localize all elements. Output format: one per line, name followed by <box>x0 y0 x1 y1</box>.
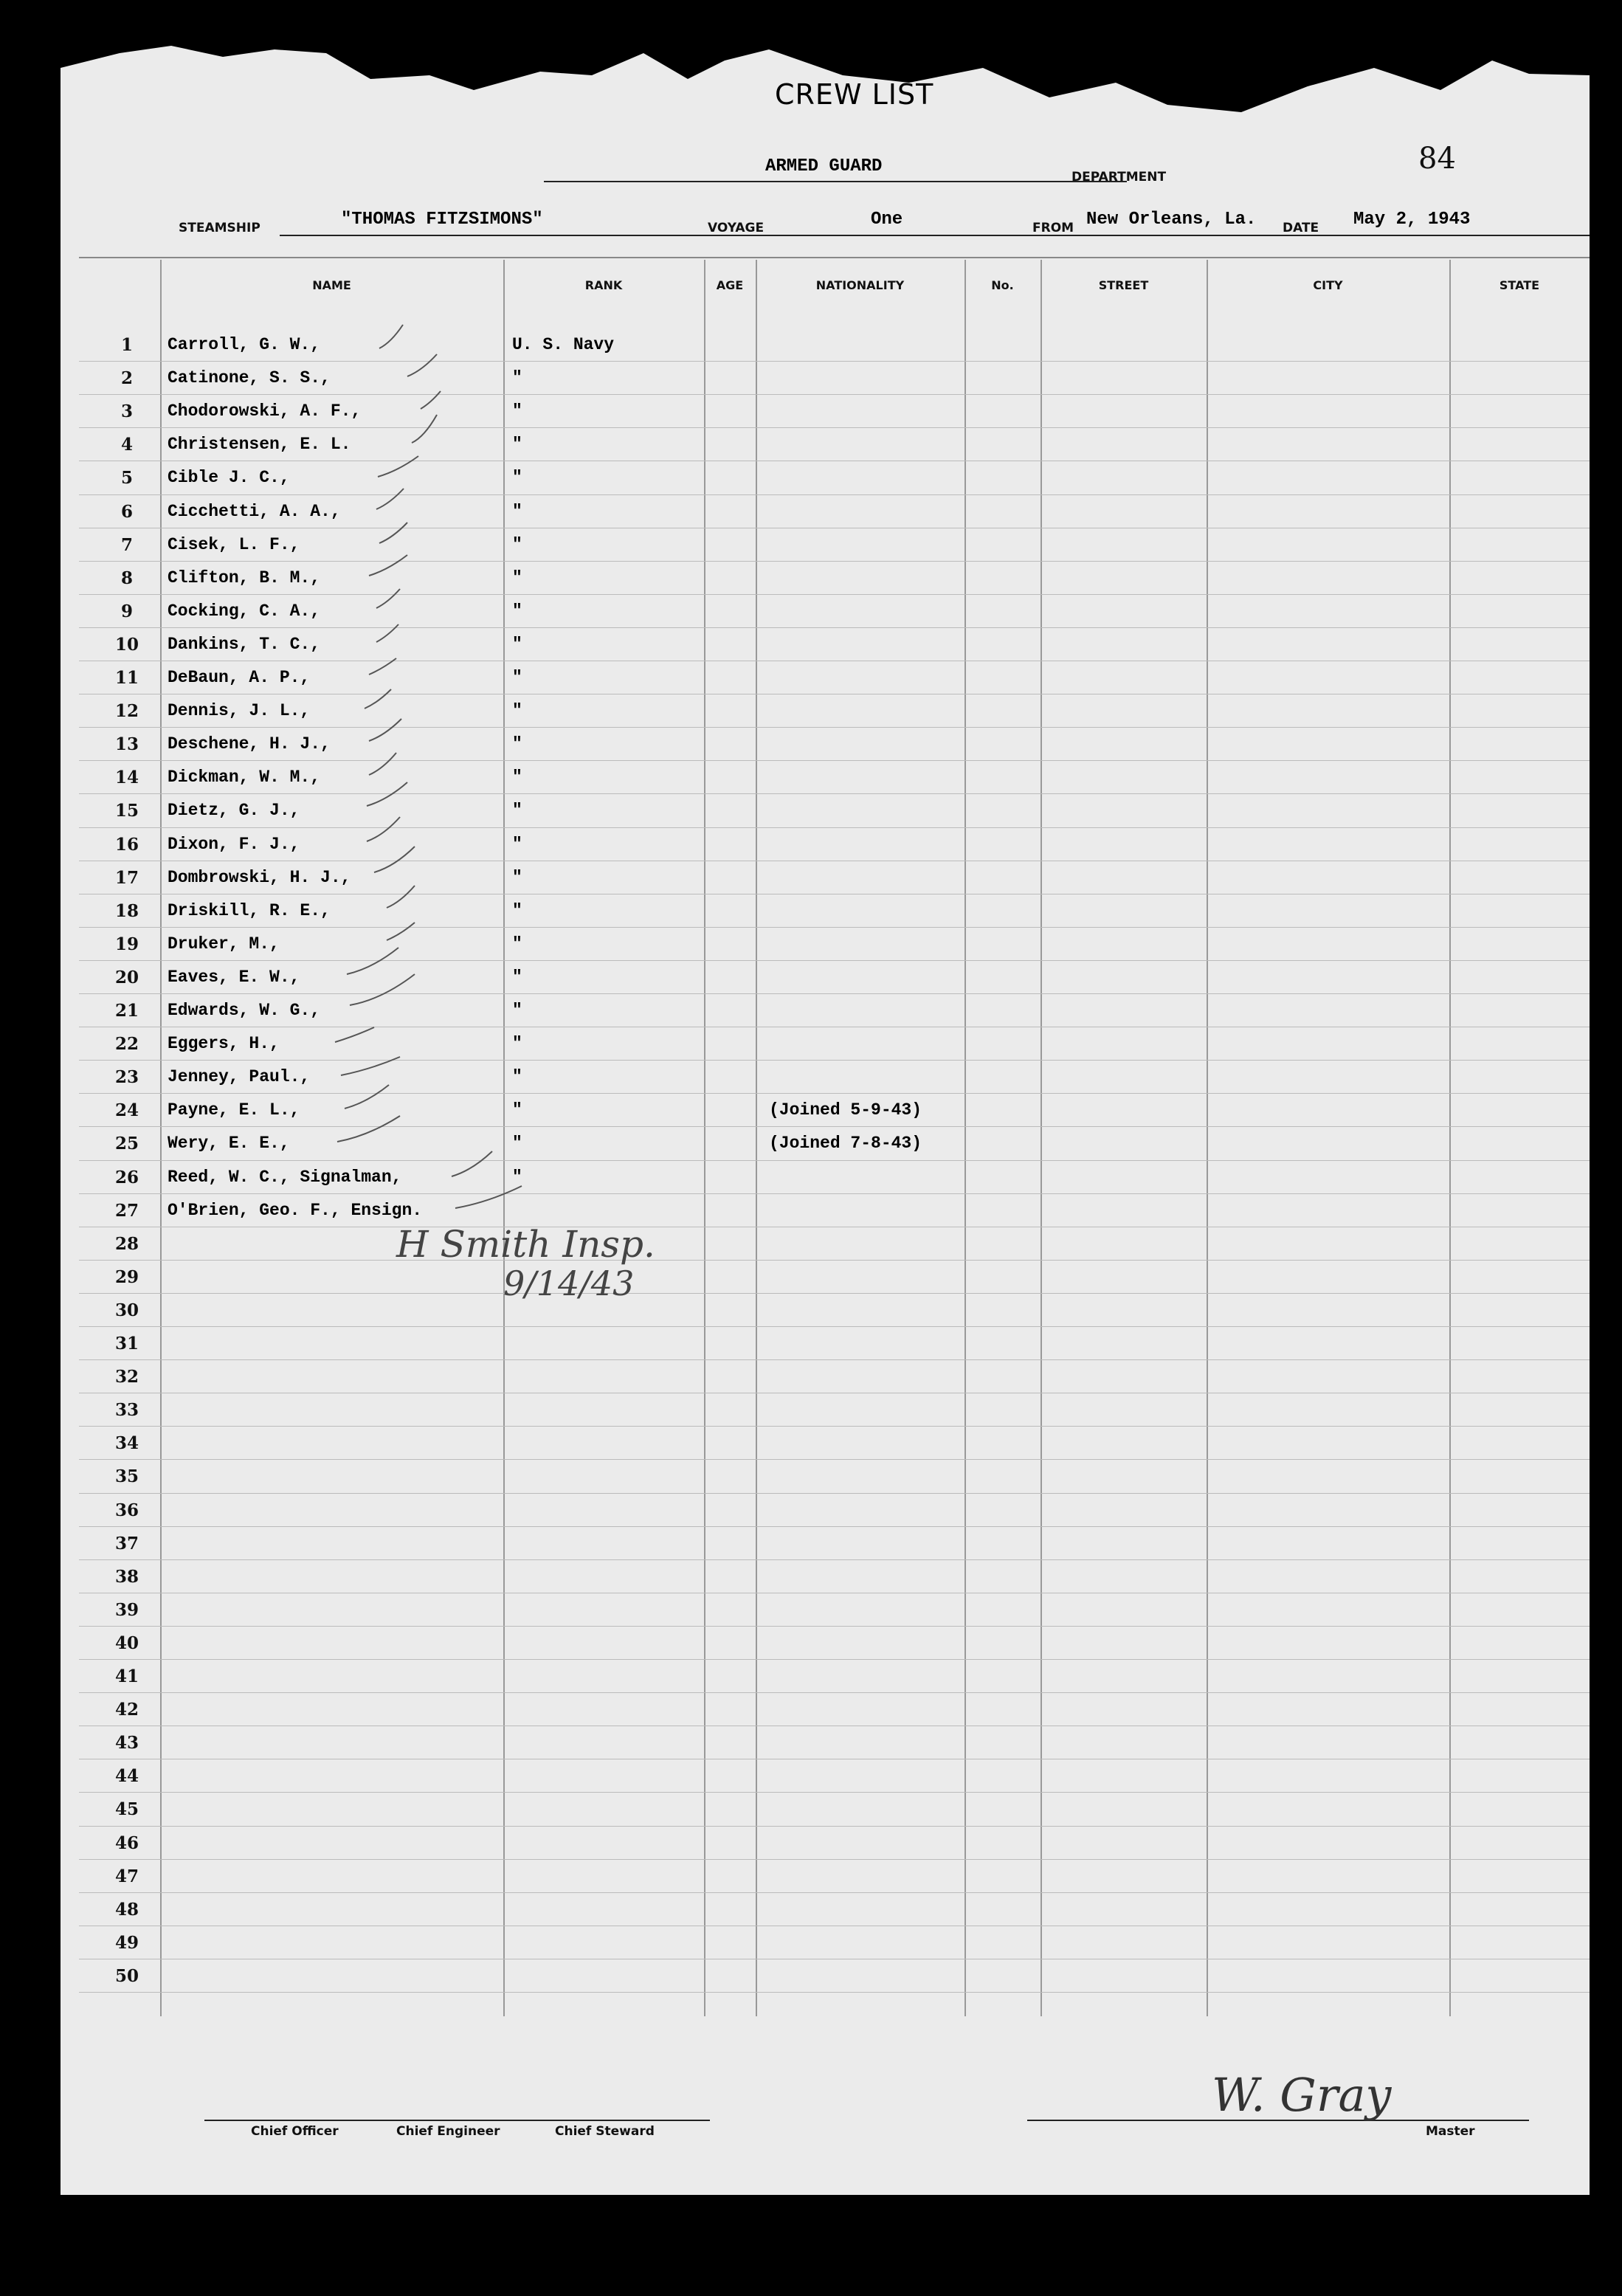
row-rule <box>79 1892 1590 1893</box>
crew-name: Clifton, B. M., <box>168 568 321 587</box>
chief-officer-label: Chief Officer <box>251 2124 339 2139</box>
crew-name: Carroll, G. W., <box>168 335 321 354</box>
row-rule <box>79 727 1590 728</box>
check-mark <box>350 974 415 1005</box>
row-number: 42 <box>114 1700 139 1720</box>
inspector-annotation: H Smith Insp. <box>396 1223 655 1266</box>
check-mark <box>374 847 415 872</box>
row-rule <box>79 1093 1590 1094</box>
row-number: 37 <box>114 1533 139 1554</box>
table-top-border <box>79 257 1590 258</box>
crew-name: Dixon, F. J., <box>168 834 300 854</box>
check-mark <box>345 1085 389 1109</box>
crew-rank: " <box>512 967 522 987</box>
row-number: 22 <box>114 1034 139 1055</box>
row-rule <box>79 927 1590 928</box>
crew-rank: " <box>512 435 522 455</box>
row-rule <box>79 394 1590 395</box>
crew-rank: " <box>512 834 522 854</box>
check-mark <box>455 1186 522 1208</box>
row-number: 45 <box>114 1799 139 1820</box>
crew-rank: " <box>512 1134 522 1154</box>
col-header-city: CITY <box>1313 278 1343 292</box>
crew-name: Dickman, W. M., <box>168 768 321 787</box>
col-header-nationality: NATIONALITY <box>815 278 905 292</box>
col-divider <box>756 260 757 2016</box>
row-number: 23 <box>114 1067 139 1088</box>
row-number: 31 <box>114 1334 139 1354</box>
check-mark <box>407 354 437 376</box>
chief-steward-label: Chief Steward <box>555 2124 655 2139</box>
check-mark <box>335 1027 374 1042</box>
row-number: 46 <box>114 1833 139 1853</box>
crew-rank: " <box>512 1001 522 1020</box>
row-number: 19 <box>114 934 139 954</box>
crew-rank: " <box>512 568 522 587</box>
row-rule <box>79 827 1590 828</box>
row-number: 40 <box>114 1633 139 1653</box>
row-rule <box>79 1659 1590 1660</box>
check-mark <box>367 817 400 841</box>
inspector-date: 9/14/43 <box>503 1264 635 1303</box>
row-rule <box>79 1126 1590 1127</box>
col-header-rank: RANK <box>584 278 623 292</box>
crew-rank: " <box>512 734 522 754</box>
department-underline <box>544 181 1127 182</box>
crew-rank: " <box>512 900 522 920</box>
check-mark <box>387 923 415 940</box>
row-rule <box>79 1260 1590 1261</box>
row-number: 5 <box>120 468 133 489</box>
crew-rank: " <box>512 801 522 821</box>
row-rule <box>79 627 1590 628</box>
col-divider <box>704 260 705 2016</box>
row-number: 44 <box>114 1766 139 1787</box>
crew-name: Eaves, E. W., <box>168 967 300 987</box>
col-divider <box>964 260 966 2016</box>
row-rule <box>79 960 1590 961</box>
row-number: 16 <box>114 834 139 855</box>
crew-name: Dietz, G. J., <box>168 801 300 821</box>
row-rule <box>79 760 1590 761</box>
row-number: 12 <box>114 701 139 722</box>
from-label: FROM <box>1032 221 1074 235</box>
chief-engineer-label: Chief Engineer <box>396 2124 500 2139</box>
row-rule <box>79 1792 1590 1793</box>
row-rule <box>79 1326 1590 1327</box>
row-rule <box>79 1060 1590 1061</box>
col-header-name: NAME <box>312 278 351 292</box>
row-rule <box>79 1493 1590 1494</box>
crew-rank: " <box>512 534 522 554</box>
row-number: 34 <box>114 1433 139 1454</box>
check-mark <box>452 1151 492 1176</box>
crew-note: (Joined 5-9-43) <box>769 1100 922 1120</box>
department-label: DEPARTMENT <box>1071 170 1167 185</box>
row-rule <box>79 494 1590 495</box>
row-number: 11 <box>114 668 139 688</box>
crew-name: DeBaun, A. P., <box>168 668 311 687</box>
crew-name: Druker, M., <box>168 934 280 954</box>
row-number: 41 <box>114 1666 139 1686</box>
row-number: 47 <box>114 1866 139 1886</box>
row-number: 20 <box>114 967 139 987</box>
check-mark <box>376 489 404 509</box>
col-divider <box>1041 260 1042 2016</box>
row-number: 39 <box>114 1599 139 1620</box>
check-mark <box>337 1116 400 1142</box>
crew-name: Chodorowski, A. F., <box>168 401 362 421</box>
row-number: 38 <box>114 1566 139 1587</box>
row-number: 30 <box>114 1300 139 1320</box>
crew-name: Jenney, Paul., <box>168 1067 311 1087</box>
crew-name: Dennis, J. L., <box>168 701 311 721</box>
crew-name: Cisek, L. F., <box>168 534 300 554</box>
crew-rank: " <box>512 368 522 388</box>
date-label: DATE <box>1283 221 1319 235</box>
row-rule <box>79 1559 1590 1560</box>
check-mark <box>378 456 418 477</box>
crew-list-form <box>61 46 1590 2195</box>
crew-name: Dankins, T. C., <box>168 634 321 654</box>
row-rule <box>79 1426 1590 1427</box>
row-number: 24 <box>114 1100 139 1121</box>
form-title: CREW LIST <box>775 78 934 111</box>
crew-name: Payne, E. L., <box>168 1100 300 1120</box>
row-rule <box>79 1526 1590 1527</box>
row-rule <box>79 793 1590 794</box>
row-number: 27 <box>114 1200 139 1221</box>
col-divider <box>1449 260 1451 2016</box>
col-divider <box>160 260 162 2016</box>
row-rule <box>79 1992 1590 1993</box>
voyage-label: VOYAGE <box>708 221 765 235</box>
col-divider <box>1207 260 1208 2016</box>
row-number: 10 <box>114 634 139 655</box>
row-number: 3 <box>120 401 133 422</box>
crew-rank: " <box>512 634 522 654</box>
master-signature: W. Gray <box>1212 2068 1392 2122</box>
crew-rank: " <box>512 601 522 621</box>
crew-name: Wery, E. E., <box>168 1134 290 1154</box>
row-number: 17 <box>114 867 139 888</box>
check-mark <box>379 325 403 348</box>
row-number: 1 <box>120 335 133 355</box>
col-header-state: STATE <box>1499 278 1540 292</box>
crew-name: Edwards, W. G., <box>168 1001 321 1020</box>
row-rule <box>79 1293 1590 1294</box>
row-number: 21 <box>114 1001 139 1021</box>
crew-rank: " <box>512 1067 522 1087</box>
crew-rank: " <box>512 934 522 954</box>
row-number: 4 <box>120 435 133 455</box>
check-mark <box>347 948 398 974</box>
row-rule <box>79 427 1590 428</box>
crew-rank: U. S. Navy <box>512 335 615 354</box>
crew-rank: " <box>512 768 522 787</box>
master-label: Master <box>1426 2124 1475 2139</box>
crew-name: Cible J. C., <box>168 468 290 488</box>
crew-rank: " <box>512 668 522 687</box>
row-rule <box>79 1859 1590 1860</box>
row-rule <box>79 993 1590 994</box>
check-mark <box>369 555 407 576</box>
row-rule <box>79 1359 1590 1360</box>
row-number: 36 <box>114 1500 139 1520</box>
row-number: 28 <box>114 1233 139 1254</box>
crew-name: Catinone, S. S., <box>168 368 331 388</box>
col-divider <box>503 260 505 2016</box>
department-value: ARMED GUARD <box>765 156 883 176</box>
row-rule <box>79 1193 1590 1194</box>
row-number: 29 <box>114 1266 139 1287</box>
row-number: 18 <box>114 900 139 921</box>
row-number: 15 <box>114 801 139 821</box>
row-number: 8 <box>120 568 133 588</box>
row-number: 43 <box>114 1733 139 1754</box>
from-value: New Orleans, La. <box>1086 210 1257 230</box>
steamship-label: STEAMSHIP <box>179 221 260 235</box>
check-mark <box>379 523 407 543</box>
crew-rank: " <box>512 1100 522 1120</box>
col-header-age: AGE <box>716 278 744 292</box>
crew-rank: " <box>512 867 522 887</box>
crew-rank: " <box>512 1167 522 1187</box>
check-mark <box>369 753 396 775</box>
check-mark <box>412 415 437 443</box>
row-rule <box>79 361 1590 362</box>
row-number: 49 <box>114 1932 139 1953</box>
crew-name: Christensen, E. L. <box>168 435 351 455</box>
check-mark <box>369 719 401 741</box>
crew-rank: " <box>512 401 522 421</box>
row-number: 7 <box>120 534 133 555</box>
officer-signature-line <box>204 2120 710 2121</box>
row-number: 2 <box>120 368 133 389</box>
row-number: 35 <box>114 1466 139 1487</box>
row-number: 25 <box>114 1134 139 1154</box>
crew-name: Cocking, C. A., <box>168 601 321 621</box>
row-rule <box>79 594 1590 595</box>
row-number: 33 <box>114 1400 139 1421</box>
row-number: 13 <box>114 734 139 755</box>
row-rule <box>79 1459 1590 1460</box>
crew-name: Cicchetti, A. A., <box>168 501 341 521</box>
steamship-underline <box>280 235 1590 236</box>
row-number: 14 <box>114 768 139 788</box>
date-value: May 2, 1943 <box>1353 210 1471 230</box>
crew-name: Deschene, H. J., <box>168 734 331 754</box>
crew-name: Eggers, H., <box>168 1034 280 1054</box>
crew-name: Driskill, R. E., <box>168 900 331 920</box>
crew-rank: " <box>512 1034 522 1054</box>
page-number: 84 <box>1418 142 1456 176</box>
row-rule <box>79 1826 1590 1827</box>
crew-note: (Joined 7-8-43) <box>769 1134 922 1154</box>
crew-rank: " <box>512 701 522 721</box>
col-header-number: No. <box>991 278 1014 292</box>
crew-name: O'Brien, Geo. F., Ensign. <box>168 1200 423 1220</box>
check-mark <box>365 689 391 709</box>
row-number: 48 <box>114 1899 139 1920</box>
row-rule <box>79 1692 1590 1693</box>
crew-name: Dombrowski, H. J., <box>168 867 351 887</box>
crew-rank: " <box>512 501 522 521</box>
row-rule <box>79 561 1590 562</box>
check-mark <box>376 589 400 608</box>
row-number: 6 <box>120 501 133 522</box>
steamship-value: "THOMAS FITZSIMONS" <box>341 210 543 230</box>
check-mark <box>387 886 415 908</box>
row-rule <box>79 1160 1590 1161</box>
row-number: 9 <box>120 601 133 621</box>
row-number: 26 <box>114 1167 139 1187</box>
crew-rank: " <box>512 468 522 488</box>
row-number: 32 <box>114 1367 139 1387</box>
voyage-value: One <box>871 210 903 230</box>
col-header-street: STREET <box>1098 278 1149 292</box>
row-number: 50 <box>114 1965 139 1986</box>
crew-name: Reed, W. C., Signalman, <box>168 1167 402 1187</box>
row-rule <box>79 1626 1590 1627</box>
